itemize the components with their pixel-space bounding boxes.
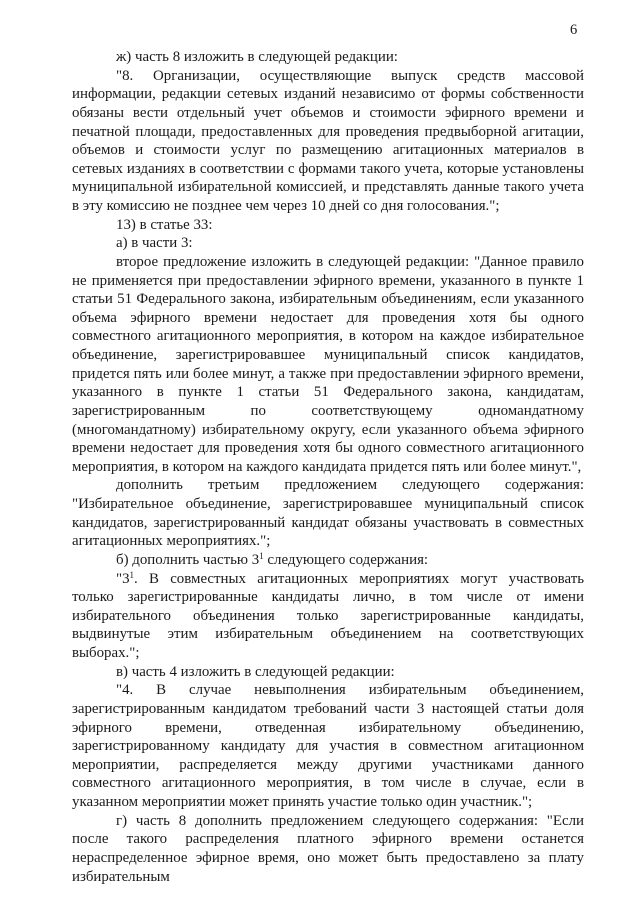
paragraph — [72, 253, 584, 477]
paragraph-text: 13) в статье 33: — [116, 216, 213, 233]
paragraph — [72, 663, 584, 682]
paragraph — [72, 570, 584, 663]
paragraph-text: второе предложение изложить в следующей редакции: "Данное правило не применяется при предоставлении эфирного времени, указанного в пункте 1 статьи 51 Федерального закона, избирательным объединениям, если указанного объема эфирного времени недостает для проведения хотя бы одного совместного агитационного мероприятия, в котором на каждое избирательное объединение, зарегистрировавшее муниципальный список кандидатов, придется пять или более минут, а также при предоставлении эфирного времени, указанного в пункте 1 статьи 51 Федерального закона, кандидатам, зарегистрированным по соответствующему одномандатному (многомандатному) избирательному округу, если указанного объема эфирного времени недостает для проведения хотя бы одного совместного агитационного мероприятия, в котором на каждого кандидата придется пять или более минут.", — [72, 253, 584, 475]
paragraph-text: а) в части 3: — [116, 235, 193, 252]
paragraph — [72, 551, 584, 570]
paragraph-text: следующего содержания: — [263, 551, 429, 568]
superscript: 1 — [129, 569, 135, 580]
paragraph-text: г) часть 8 дополнить предложением следующего содержания: "Если после такого распределения платного эфирного времени останется нераспределенное эфирное время, оно может быть предоставлено за плату избирательным — [72, 812, 584, 885]
paragraph-text: "8. Организации, осуществляющие выпуск средств массовой информации, редакции сетевых изданий независимо от формы собственности обязаны вести отдельный учет объемов и стоимости эфирного времени и печатной площади, предоставленных для проведения предвыборной агитации, объемов и стоимости услуг по размещению агитационных материалов в сетевых изданиях в соответствии с формами такого учета, которые установлены муниципальной избирательной комиссией, и представлять данные такого учета в эту комиссию не позднее чем через 10 дней со дня голосования."; — [72, 67, 584, 214]
paragraph — [72, 812, 584, 887]
paragraph-text: "4. В случае невыполнения избирательным объединением, зарегистрированным кандидатом требований части 3 настоящей статьи доля эфирного времени, отведенная избирательному объединению, зарегистрированному кандидату для участия в совместном агитационном мероприятии, распределяется между другими участниками данного совместного агитационного мероприятия, в том числе в случае, если в указанном мероприятии может принять участие только один участник."; — [72, 682, 584, 810]
paragraph — [72, 681, 584, 811]
document-body — [72, 48, 584, 886]
paragraph — [72, 216, 584, 235]
paragraph-text: "3 — [116, 570, 130, 587]
paragraph-text: . В совместных агитационных мероприятиях могут участвовать только зарегистрированные кандидаты лично, в том числе от имени избирательного объединения только зарегистрированные кандидаты, выдвинутые этим избирательным объединением на соответствующих выборах."; — [72, 570, 584, 661]
paragraph-text: дополнить третьим предложением следующего содержания: "Избирательное объединение, зарегистрировавшее муниципальный список кандидатов, зарегистрированный кандидат обязаны участвовать в совместных агитационных мероприятиях."; — [72, 477, 584, 550]
paragraph — [72, 67, 584, 216]
paragraph-text: в) часть 4 изложить в следующей редакции: — [116, 663, 395, 680]
paragraph — [72, 476, 584, 551]
paragraph — [72, 234, 584, 253]
superscript: 1 — [259, 550, 264, 561]
paragraph — [72, 48, 584, 67]
page-number: 6 — [570, 22, 578, 38]
paragraph-text: б) дополнить частью 3 — [116, 551, 260, 568]
paragraph-text: ж) часть 8 изложить в следующей редакции: — [116, 49, 398, 65]
